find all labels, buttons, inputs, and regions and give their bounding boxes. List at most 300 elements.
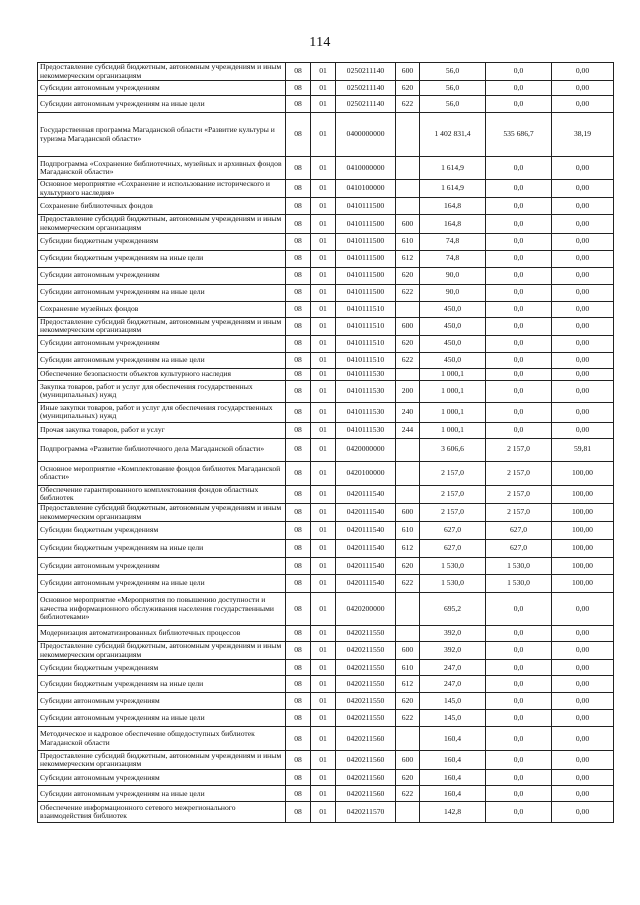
cell-executed: 0,0 bbox=[486, 626, 552, 642]
cell-sub: 01 bbox=[311, 540, 336, 558]
table-row bbox=[38, 267, 614, 284]
cell-sec: 08 bbox=[286, 438, 311, 461]
cell-amount: 1 530,0 bbox=[420, 558, 486, 575]
cell-executed: 0,0 bbox=[486, 215, 552, 233]
cell-vr: 600 bbox=[396, 642, 420, 660]
table-row bbox=[38, 575, 614, 593]
cell-name: Субсидии бюджетным учреждениям bbox=[38, 233, 286, 250]
cell-vr: 622 bbox=[396, 575, 420, 593]
cell-sub: 01 bbox=[311, 352, 336, 368]
cell-vr: 620 bbox=[396, 558, 420, 575]
table-row bbox=[38, 660, 614, 676]
cell-amount: 392,0 bbox=[420, 642, 486, 660]
cell-executed: 0,0 bbox=[486, 693, 552, 710]
cell-vr: 610 bbox=[396, 522, 420, 540]
cell-executed: 2 157,0 bbox=[486, 438, 552, 461]
table-row bbox=[38, 368, 614, 380]
cell-amount: 74,8 bbox=[420, 233, 486, 250]
cell-name: Субсидии автономным учреждениям bbox=[38, 335, 286, 352]
cell-vr: 600 bbox=[396, 317, 420, 335]
cell-name: Обеспечение безопасности объектов культурного наследия bbox=[38, 368, 286, 380]
cell-amount: 164,8 bbox=[420, 198, 486, 215]
cell-csr: 0250211140 bbox=[336, 96, 396, 113]
table-row bbox=[38, 558, 614, 575]
cell-amount: 145,0 bbox=[420, 693, 486, 710]
cell-name: Обеспечение гарантированного комплектования фондов областных библиотек bbox=[38, 485, 286, 503]
cell-vr: 620 bbox=[396, 693, 420, 710]
cell-sec: 08 bbox=[286, 301, 311, 317]
page-number: 114 bbox=[309, 35, 331, 50]
cell-csr: 0410111530 bbox=[336, 422, 396, 438]
cell-name: Субсидии автономным учреждениям на иные цели bbox=[38, 786, 286, 802]
cell-sec: 08 bbox=[286, 626, 311, 642]
cell-executed: 0,0 bbox=[486, 770, 552, 786]
cell-amount: 2 157,0 bbox=[420, 461, 486, 485]
cell-sec: 08 bbox=[286, 461, 311, 485]
cell-sub: 01 bbox=[311, 676, 336, 693]
cell-sub: 01 bbox=[311, 710, 336, 727]
cell-amount: 627,0 bbox=[420, 540, 486, 558]
cell-csr: 0410111500 bbox=[336, 250, 396, 267]
cell-executed: 627,0 bbox=[486, 522, 552, 540]
cell-sub: 01 bbox=[311, 81, 336, 96]
cell-amount: 2 157,0 bbox=[420, 503, 486, 521]
cell-name: Субсидии автономным учреждениям bbox=[38, 558, 286, 575]
cell-csr: 0410111530 bbox=[336, 380, 396, 402]
table-row bbox=[38, 96, 614, 113]
cell-sec: 08 bbox=[286, 770, 311, 786]
cell-csr: 0420211560 bbox=[336, 751, 396, 770]
table-row bbox=[38, 786, 614, 802]
cell-name: Субсидии автономным учреждениям на иные цели bbox=[38, 710, 286, 727]
cell-executed: 0,0 bbox=[486, 422, 552, 438]
cell-sec: 08 bbox=[286, 267, 311, 284]
cell-vr: 622 bbox=[396, 284, 420, 301]
cell-executed: 0,0 bbox=[486, 157, 552, 180]
cell-amount: 450,0 bbox=[420, 301, 486, 317]
cell-sec: 08 bbox=[286, 710, 311, 727]
cell-executed: 1 530,0 bbox=[486, 558, 552, 575]
cell-vr bbox=[396, 727, 420, 751]
cell-csr: 0420111540 bbox=[336, 540, 396, 558]
cell-pct: 0,00 bbox=[552, 770, 614, 786]
cell-executed: 0,0 bbox=[486, 660, 552, 676]
cell-executed: 0,0 bbox=[486, 317, 552, 335]
cell-vr: 600 bbox=[396, 215, 420, 233]
cell-amount: 160,4 bbox=[420, 727, 486, 751]
cell-executed: 0,0 bbox=[486, 267, 552, 284]
cell-sec: 08 bbox=[286, 63, 311, 81]
cell-pct: 100,00 bbox=[552, 461, 614, 485]
cell-amount: 1 000,1 bbox=[420, 368, 486, 380]
cell-sub: 01 bbox=[311, 317, 336, 335]
cell-executed: 0,0 bbox=[486, 727, 552, 751]
cell-pct: 0,00 bbox=[552, 335, 614, 352]
table-row bbox=[38, 250, 614, 267]
cell-sec: 08 bbox=[286, 751, 311, 770]
cell-sec: 08 bbox=[286, 250, 311, 267]
cell-amount: 3 606,6 bbox=[420, 438, 486, 461]
cell-csr: 0420200000 bbox=[336, 593, 396, 626]
cell-sub: 01 bbox=[311, 335, 336, 352]
cell-sec: 08 bbox=[286, 113, 311, 157]
cell-sec: 08 bbox=[286, 402, 311, 422]
cell-csr: 0410000000 bbox=[336, 157, 396, 180]
cell-executed: 0,0 bbox=[486, 335, 552, 352]
cell-name: Субсидии бюджетным учреждениям bbox=[38, 660, 286, 676]
table-row bbox=[38, 461, 614, 485]
cell-sec: 08 bbox=[286, 693, 311, 710]
cell-csr: 0420100000 bbox=[336, 461, 396, 485]
cell-sub: 01 bbox=[311, 96, 336, 113]
cell-vr: 620 bbox=[396, 335, 420, 352]
cell-amount: 142,8 bbox=[420, 802, 486, 823]
table-row bbox=[38, 438, 614, 461]
cell-name: Основное мероприятие «Комплектование фондов библиотек Магаданской области» bbox=[38, 461, 286, 485]
table-row bbox=[38, 81, 614, 96]
cell-vr bbox=[396, 438, 420, 461]
cell-amount: 160,4 bbox=[420, 751, 486, 770]
cell-vr: 612 bbox=[396, 250, 420, 267]
cell-vr: 600 bbox=[396, 503, 420, 521]
cell-sec: 08 bbox=[286, 96, 311, 113]
table-row bbox=[38, 402, 614, 422]
cell-executed: 0,0 bbox=[486, 352, 552, 368]
cell-csr: 0410111510 bbox=[336, 301, 396, 317]
cell-amount: 145,0 bbox=[420, 710, 486, 727]
cell-sec: 08 bbox=[286, 660, 311, 676]
cell-name: Субсидии бюджетным учреждениям на иные цели bbox=[38, 540, 286, 558]
cell-pct: 0,00 bbox=[552, 317, 614, 335]
cell-pct: 0,00 bbox=[552, 267, 614, 284]
table-row bbox=[38, 233, 614, 250]
cell-sub: 01 bbox=[311, 233, 336, 250]
cell-sub: 01 bbox=[311, 284, 336, 301]
cell-pct: 0,00 bbox=[552, 284, 614, 301]
cell-vr bbox=[396, 198, 420, 215]
cell-sec: 08 bbox=[286, 558, 311, 575]
table-row bbox=[38, 215, 614, 233]
cell-executed: 0,0 bbox=[486, 198, 552, 215]
cell-pct: 0,00 bbox=[552, 96, 614, 113]
table-row bbox=[38, 540, 614, 558]
cell-name: Предоставление субсидий бюджетным, автономным учреждениям и иным некоммерческим организациям bbox=[38, 642, 286, 660]
cell-csr: 0410111500 bbox=[336, 233, 396, 250]
cell-vr: 620 bbox=[396, 267, 420, 284]
cell-vr bbox=[396, 461, 420, 485]
table-row bbox=[38, 284, 614, 301]
cell-vr: 622 bbox=[396, 352, 420, 368]
cell-pct: 0,00 bbox=[552, 751, 614, 770]
table-row bbox=[38, 113, 614, 157]
cell-sub: 01 bbox=[311, 786, 336, 802]
cell-name: Субсидии автономным учреждениям bbox=[38, 267, 286, 284]
table-row bbox=[38, 751, 614, 770]
cell-amount: 90,0 bbox=[420, 284, 486, 301]
cell-sub: 01 bbox=[311, 751, 336, 770]
cell-executed: 0,0 bbox=[486, 63, 552, 81]
cell-pct: 0,00 bbox=[552, 710, 614, 727]
cell-executed: 0,0 bbox=[486, 233, 552, 250]
cell-vr: 620 bbox=[396, 81, 420, 96]
table-row bbox=[38, 642, 614, 660]
cell-amount: 392,0 bbox=[420, 626, 486, 642]
cell-sec: 08 bbox=[286, 786, 311, 802]
cell-sec: 08 bbox=[286, 422, 311, 438]
cell-pct: 0,00 bbox=[552, 660, 614, 676]
cell-amount: 1 614,9 bbox=[420, 180, 486, 198]
cell-csr: 0420211560 bbox=[336, 770, 396, 786]
cell-csr: 0420211550 bbox=[336, 642, 396, 660]
cell-sec: 08 bbox=[286, 368, 311, 380]
table-row bbox=[38, 63, 614, 81]
cell-sec: 08 bbox=[286, 727, 311, 751]
cell-sub: 01 bbox=[311, 770, 336, 786]
cell-sec: 08 bbox=[286, 503, 311, 521]
cell-pct: 0,00 bbox=[552, 180, 614, 198]
cell-pct: 0,00 bbox=[552, 802, 614, 823]
cell-executed: 535 686,7 bbox=[486, 113, 552, 157]
cell-csr: 0400000000 bbox=[336, 113, 396, 157]
cell-name: Сохранение библиотечных фондов bbox=[38, 198, 286, 215]
cell-vr: 622 bbox=[396, 710, 420, 727]
table-row bbox=[38, 485, 614, 503]
cell-sub: 01 bbox=[311, 558, 336, 575]
table-row bbox=[38, 157, 614, 180]
cell-sec: 08 bbox=[286, 380, 311, 402]
cell-executed: 0,0 bbox=[486, 593, 552, 626]
table-row bbox=[38, 317, 614, 335]
cell-sec: 08 bbox=[286, 284, 311, 301]
cell-pct: 0,00 bbox=[552, 233, 614, 250]
cell-amount: 450,0 bbox=[420, 317, 486, 335]
cell-sec: 08 bbox=[286, 233, 311, 250]
table-row bbox=[38, 198, 614, 215]
cell-amount: 247,0 bbox=[420, 676, 486, 693]
table-body bbox=[38, 63, 614, 823]
cell-sub: 01 bbox=[311, 250, 336, 267]
cell-name: Государственная программа Магаданской области «Развитие культуры и туризма Магаданской области» bbox=[38, 113, 286, 157]
cell-sub: 01 bbox=[311, 215, 336, 233]
cell-pct: 0,00 bbox=[552, 402, 614, 422]
cell-amount: 1 000,1 bbox=[420, 422, 486, 438]
cell-sec: 08 bbox=[286, 642, 311, 660]
cell-vr bbox=[396, 593, 420, 626]
cell-vr: 244 bbox=[396, 422, 420, 438]
cell-amount: 695,2 bbox=[420, 593, 486, 626]
cell-csr: 0410111510 bbox=[336, 335, 396, 352]
cell-pct: 0,00 bbox=[552, 63, 614, 81]
cell-pct: 100,00 bbox=[552, 503, 614, 521]
table-row bbox=[38, 626, 614, 642]
cell-csr: 0420211550 bbox=[336, 710, 396, 727]
cell-name: Предоставление субсидий бюджетным, автономным учреждениям и иным некоммерческим организациям bbox=[38, 317, 286, 335]
cell-csr: 0250211140 bbox=[336, 63, 396, 81]
cell-amount: 1 000,1 bbox=[420, 402, 486, 422]
cell-amount: 247,0 bbox=[420, 660, 486, 676]
cell-amount: 164,8 bbox=[420, 215, 486, 233]
table-row bbox=[38, 180, 614, 198]
cell-amount: 160,4 bbox=[420, 786, 486, 802]
cell-vr: 240 bbox=[396, 402, 420, 422]
cell-name: Субсидии автономным учреждениям на иные цели bbox=[38, 352, 286, 368]
cell-sub: 01 bbox=[311, 575, 336, 593]
cell-vr bbox=[396, 180, 420, 198]
cell-pct: 0,00 bbox=[552, 786, 614, 802]
cell-executed: 1 530,0 bbox=[486, 575, 552, 593]
cell-pct: 0,00 bbox=[552, 626, 614, 642]
cell-name: Субсидии автономным учреждениям bbox=[38, 693, 286, 710]
cell-vr bbox=[396, 113, 420, 157]
cell-vr: 622 bbox=[396, 96, 420, 113]
cell-sub: 01 bbox=[311, 593, 336, 626]
cell-csr: 0420211550 bbox=[336, 676, 396, 693]
cell-csr: 0420111540 bbox=[336, 485, 396, 503]
cell-sub: 01 bbox=[311, 802, 336, 823]
cell-vr: 620 bbox=[396, 770, 420, 786]
cell-vr: 612 bbox=[396, 540, 420, 558]
table-row bbox=[38, 802, 614, 823]
cell-sub: 01 bbox=[311, 485, 336, 503]
cell-amount: 1 530,0 bbox=[420, 575, 486, 593]
cell-executed: 0,0 bbox=[486, 676, 552, 693]
cell-executed: 0,0 bbox=[486, 250, 552, 267]
budget-table bbox=[37, 62, 614, 823]
cell-executed: 0,0 bbox=[486, 802, 552, 823]
cell-sec: 08 bbox=[286, 593, 311, 626]
cell-pct: 0,00 bbox=[552, 368, 614, 380]
cell-sec: 08 bbox=[286, 575, 311, 593]
cell-sub: 01 bbox=[311, 461, 336, 485]
cell-sec: 08 bbox=[286, 485, 311, 503]
cell-csr: 0420211550 bbox=[336, 693, 396, 710]
cell-sec: 08 bbox=[286, 335, 311, 352]
cell-executed: 0,0 bbox=[486, 301, 552, 317]
cell-pct: 0,00 bbox=[552, 380, 614, 402]
cell-sub: 01 bbox=[311, 113, 336, 157]
cell-name: Субсидии автономным учреждениям bbox=[38, 81, 286, 96]
cell-amount: 627,0 bbox=[420, 522, 486, 540]
cell-csr: 0410111500 bbox=[336, 198, 396, 215]
cell-pct: 0,00 bbox=[552, 642, 614, 660]
cell-name: Методическое и кадровое обеспечение общедоступных библиотек Магаданской области bbox=[38, 727, 286, 751]
cell-executed: 0,0 bbox=[486, 81, 552, 96]
cell-name: Модернизация автоматизированных библиотечных процессов bbox=[38, 626, 286, 642]
cell-pct: 0,00 bbox=[552, 727, 614, 751]
cell-sub: 01 bbox=[311, 438, 336, 461]
cell-amount: 160,4 bbox=[420, 770, 486, 786]
table-row bbox=[38, 770, 614, 786]
table-row bbox=[38, 593, 614, 626]
table-row bbox=[38, 352, 614, 368]
cell-executed: 0,0 bbox=[486, 180, 552, 198]
cell-sec: 08 bbox=[286, 317, 311, 335]
cell-vr: 610 bbox=[396, 660, 420, 676]
table-row bbox=[38, 335, 614, 352]
cell-pct: 38,19 bbox=[552, 113, 614, 157]
cell-name: Субсидии бюджетным учреждениям на иные цели bbox=[38, 676, 286, 693]
cell-csr: 0410111500 bbox=[336, 267, 396, 284]
cell-sub: 01 bbox=[311, 198, 336, 215]
cell-vr: 200 bbox=[396, 380, 420, 402]
cell-name: Подпрограмма «Развитие библиотечного дела Магаданской области» bbox=[38, 438, 286, 461]
cell-sec: 08 bbox=[286, 157, 311, 180]
cell-csr: 0420211560 bbox=[336, 786, 396, 802]
table-row bbox=[38, 727, 614, 751]
cell-amount: 74,8 bbox=[420, 250, 486, 267]
table-row bbox=[38, 676, 614, 693]
cell-sub: 01 bbox=[311, 63, 336, 81]
cell-csr: 0420111540 bbox=[336, 575, 396, 593]
cell-executed: 0,0 bbox=[486, 368, 552, 380]
cell-sub: 01 bbox=[311, 660, 336, 676]
table-row bbox=[38, 693, 614, 710]
cell-csr: 0410100000 bbox=[336, 180, 396, 198]
cell-sec: 08 bbox=[286, 215, 311, 233]
cell-csr: 0420000000 bbox=[336, 438, 396, 461]
cell-name: Предоставление субсидий бюджетным, автономным учреждениям и иным некоммерческим организациям bbox=[38, 215, 286, 233]
cell-name: Предоставление субсидий бюджетным, автономным учреждениям и иным некоммерческим организациям bbox=[38, 63, 286, 81]
cell-sub: 01 bbox=[311, 180, 336, 198]
cell-vr: 610 bbox=[396, 233, 420, 250]
cell-pct: 100,00 bbox=[552, 575, 614, 593]
cell-pct: 0,00 bbox=[552, 215, 614, 233]
cell-amount: 1 402 831,4 bbox=[420, 113, 486, 157]
cell-name: Субсидии автономным учреждениям bbox=[38, 770, 286, 786]
cell-name: Основное мероприятие «Сохранение и использование исторического и культурного наследия» bbox=[38, 180, 286, 198]
cell-sec: 08 bbox=[286, 802, 311, 823]
cell-amount: 1 614,9 bbox=[420, 157, 486, 180]
cell-name: Предоставление субсидий бюджетным, автономным учреждениям и иным некоммерческим организациям bbox=[38, 503, 286, 521]
cell-vr bbox=[396, 157, 420, 180]
cell-pct: 100,00 bbox=[552, 558, 614, 575]
cell-vr: 612 bbox=[396, 676, 420, 693]
cell-name: Обеспечение информационного сетевого межрегионального взаимодействия библиотек bbox=[38, 802, 286, 823]
cell-csr: 0420211560 bbox=[336, 727, 396, 751]
cell-vr: 600 bbox=[396, 751, 420, 770]
cell-csr: 0410111500 bbox=[336, 284, 396, 301]
cell-executed: 0,0 bbox=[486, 642, 552, 660]
cell-csr: 0250211140 bbox=[336, 81, 396, 96]
cell-pct: 0,00 bbox=[552, 352, 614, 368]
cell-pct: 0,00 bbox=[552, 198, 614, 215]
cell-name: Субсидии автономным учреждениям на иные цели bbox=[38, 575, 286, 593]
cell-csr: 0420111540 bbox=[336, 503, 396, 521]
cell-sec: 08 bbox=[286, 522, 311, 540]
cell-amount: 56,0 bbox=[420, 96, 486, 113]
cell-sub: 01 bbox=[311, 503, 336, 521]
cell-name: Подпрограмма «Сохранение библиотечных, музейных и архивных фондов Магаданской области» bbox=[38, 157, 286, 180]
cell-amount: 1 000,1 bbox=[420, 380, 486, 402]
cell-sec: 08 bbox=[286, 180, 311, 198]
cell-sub: 01 bbox=[311, 301, 336, 317]
cell-sub: 01 bbox=[311, 522, 336, 540]
cell-vr bbox=[396, 301, 420, 317]
cell-vr: 600 bbox=[396, 63, 420, 81]
cell-name: Сохранение музейных фондов bbox=[38, 301, 286, 317]
cell-sec: 08 bbox=[286, 540, 311, 558]
cell-executed: 0,0 bbox=[486, 96, 552, 113]
cell-vr bbox=[396, 802, 420, 823]
cell-csr: 0410111510 bbox=[336, 317, 396, 335]
cell-executed: 2 157,0 bbox=[486, 461, 552, 485]
cell-csr: 0420211570 bbox=[336, 802, 396, 823]
cell-vr: 622 bbox=[396, 786, 420, 802]
cell-name: Основное мероприятие «Мероприятия по повышению доступности и качества информационного обслуживания населения государственными библиотеками» bbox=[38, 593, 286, 626]
cell-sub: 01 bbox=[311, 626, 336, 642]
cell-executed: 2 157,0 bbox=[486, 485, 552, 503]
cell-sub: 01 bbox=[311, 693, 336, 710]
